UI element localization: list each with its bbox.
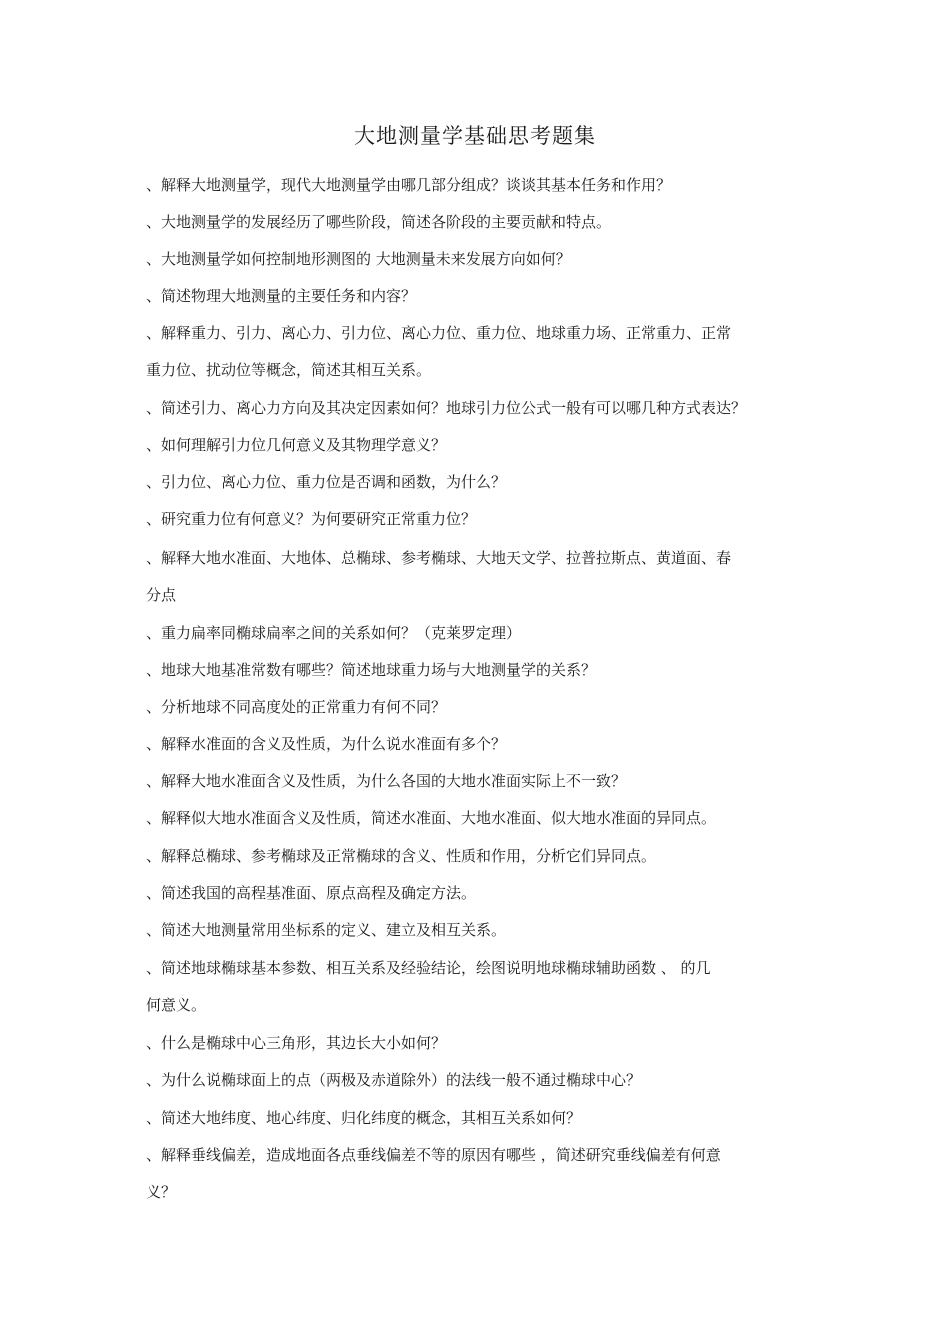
question-24 — [146, 1137, 810, 1211]
question-22: 、为什么说椭球面上的点（两极及赤道除外）的法线一般不通过椭球中心？ — [146, 1071, 642, 1089]
question-2: 、大地测量学的发展经历了哪些阶段，简述各阶段的主要贡献和特点。 — [146, 213, 612, 231]
question-23: 、简述大地纬度、地心纬度、归化纬度的概念，其相互关系如何？ — [146, 1109, 582, 1127]
question-1: 、解释大地测量学，现代大地测量学由哪几部分组成？谈谈其基本任务和作用？ — [146, 176, 672, 194]
question-10-line-2: 分点 — [146, 586, 177, 604]
question-16: 、解释似大地水准面含义及性质，简述水准面、大地水准面、似大地水准面的异同点。 — [146, 809, 717, 827]
question-24-line-1: 、解释垂线偏差，造成地面各点垂线偏差不等的原因有哪些 ，简述研究垂线偏差有何意 — [146, 1146, 721, 1164]
question-3: 、大地测量学如何控制地形测图的 大地测量未来发展方向如何？ — [146, 250, 571, 268]
question-8: 、引力位、离心力位、重力位是否调和函数，为什么？ — [146, 473, 507, 491]
question-19: 、简述大地测量常用坐标系的定义、建立及相互关系。 — [146, 921, 507, 939]
question-20-line-1: 、简述地球椭球基本参数、相互关系及经验结论，绘图说明地球椭球辅助函数 、 的几 — [146, 959, 711, 977]
question-15: 、解释大地水准面含义及性质，为什么各国的大地水准面实际上不一致？ — [146, 772, 627, 790]
question-17: 、解释总椭球、参考椭球及正常椭球的含义、性质和作用，分析它们异同点。 — [146, 847, 657, 865]
question-24-line-2: 义？ — [146, 1183, 177, 1201]
question-20-line-2: 何意义。 — [146, 996, 207, 1014]
question-11: 、重力扁率同椭球扁率之间的关系如何？（克莱罗定理） — [146, 624, 522, 642]
page-title: 大地测量学基础思考题集 — [354, 124, 596, 148]
question-9: 、研究重力位有何意义？为何要研究正常重力位？ — [146, 510, 477, 528]
question-18: 、简述我国的高程基准面、原点高程及确定方法。 — [146, 884, 477, 902]
question-5-line-1: 、解释重力、引力、离心力、引力位、离心力位、重力位、地球重力场、正常重力、正常 — [146, 324, 732, 342]
question-12: 、地球大地基准常数有哪些？简述地球重力场与大地测量学的关系？ — [146, 661, 597, 679]
question-10 — [146, 540, 810, 614]
question-7: 、如何理解引力位几何意义及其物理学意义？ — [146, 436, 447, 454]
question-6: 、简述引力、离心力方向及其决定因素如何？地球引力位公式一般有可以哪几种方式表达？ — [146, 399, 747, 417]
question-21: 、什么是椭球中心三角形，其边长大小如何？ — [146, 1034, 447, 1052]
question-4: 、简述物理大地测量的主要任务和内容？ — [146, 287, 417, 305]
question-5 — [146, 315, 810, 389]
question-10-line-1: 、解释大地水准面、大地体、总椭球、参考椭球、大地天文学、拉普拉斯点、黄道面、春 — [146, 549, 732, 567]
question-5-line-2: 重力位、扰动位等概念，简述其相互关系。 — [146, 361, 432, 379]
question-14: 、解释水准面的含义及性质，为什么说水准面有多个？ — [146, 735, 507, 753]
question-13: 、分析地球不同高度处的正常重力有何不同？ — [146, 698, 447, 716]
question-20 — [146, 950, 810, 1024]
